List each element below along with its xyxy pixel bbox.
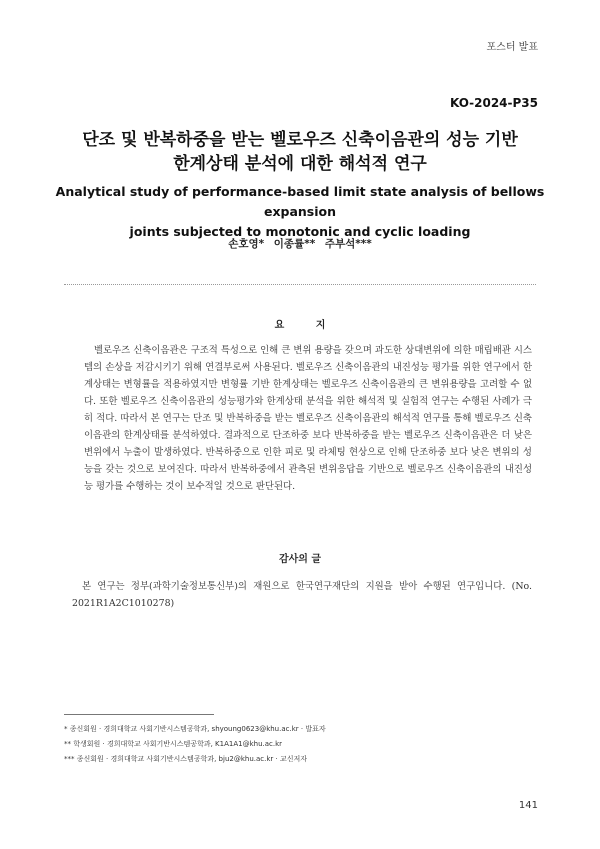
footnote-item: *** 종신회원 · 경희대학교 사회기반시스템공학과, bju2@khu.ac.kr · 교신저자 [64, 755, 308, 763]
author-list: 손호영* 이종률** 주부석*** [228, 238, 372, 250]
korean-title [40, 128, 560, 176]
footnote-item: ** 학생회원 · 경희대학교 사회기반시스템공학과, K1A1A1@khu.ac.kr [64, 740, 283, 748]
footnote-rule [64, 714, 214, 715]
section-divider [64, 284, 536, 285]
footnotes [64, 722, 544, 767]
page-number: 141 [518, 800, 538, 811]
korean-title-line-2: 한계상태 분석에 대한 해석적 연구 [173, 154, 427, 174]
running-head: 포스터 발표 [486, 42, 538, 53]
korean-title-line-1: 단조 및 반복하중을 받는 벨로우즈 신축이음관의 성능 기반 [82, 130, 518, 150]
acknowledgement-heading: 감사의 글 [278, 554, 322, 565]
footnote-item: * 종신회원 · 경희대학교 사회기반시스템공학과, shyoung0623@khu.ac.kr · 발표자 [64, 725, 326, 733]
abstract-text: 벨로우즈 신축이음관은 구조적 특성으로 인해 큰 변위 용량을 갖으며 과도한 상대변위에 의한 매립배관 시스템의 손상을 저감시키기 위해 연결부로써 사용된다. 벨로우즈 신축이음관의 내진성능 평가를 위한 연구에서 한계상태는 변형률을 적용하였지만 변형률 기반 한계상태는 벨로우즈 신축이음관의 큰 변위용량을 고려할 수 없다. 또한 벨로우즈 신축이음관의 성능평가와 한계상태 분석을 위한 해석적 및 실험적 연구는 수행된 사례가 극히 적다. 따라서 본 연구는 단조 및 반복하중을 받는 벨로우즈 신축이음관의 해석적 연구를 통해 벨로우즈 신축이음관의 한계상태를 분석하였다. 결과적으로 단조하중 보다 반복하중을 받는 벨로우즈 신축이음관은 더 낮은 변위에서 누출이 발생하였다. 반복하중으로 인한 피로 및 라체팅 현상으로 인해 단조하중 보다 낮은 변위의 성능을 갖는 것으로 보여진다. 따라서 반복하중에서 관측된 변위응답을 기반으로 벨로우즈 신축이음관의 내진성능 평가를 수행하는 것이 보수적일 것으로 판단된다. [84, 345, 532, 492]
english-title-line-2: joints subjected to monotonic and cyclic loading [129, 224, 471, 239]
paper-code: KO-2024-P35 [449, 96, 538, 110]
english-title [50, 182, 550, 242]
abstract-heading: 요 지 [274, 320, 340, 331]
english-title-line-1: Analytical study of performance-based limit state analysis of bellows expansion [55, 184, 545, 219]
acknowledgement-text: 본 연구는 정부(과학기술정보통신부)의 재원으로 한국연구재단의 지원을 받아 수행된 연구입니다. (No. 2021R1A2C1010278) [72, 581, 532, 609]
